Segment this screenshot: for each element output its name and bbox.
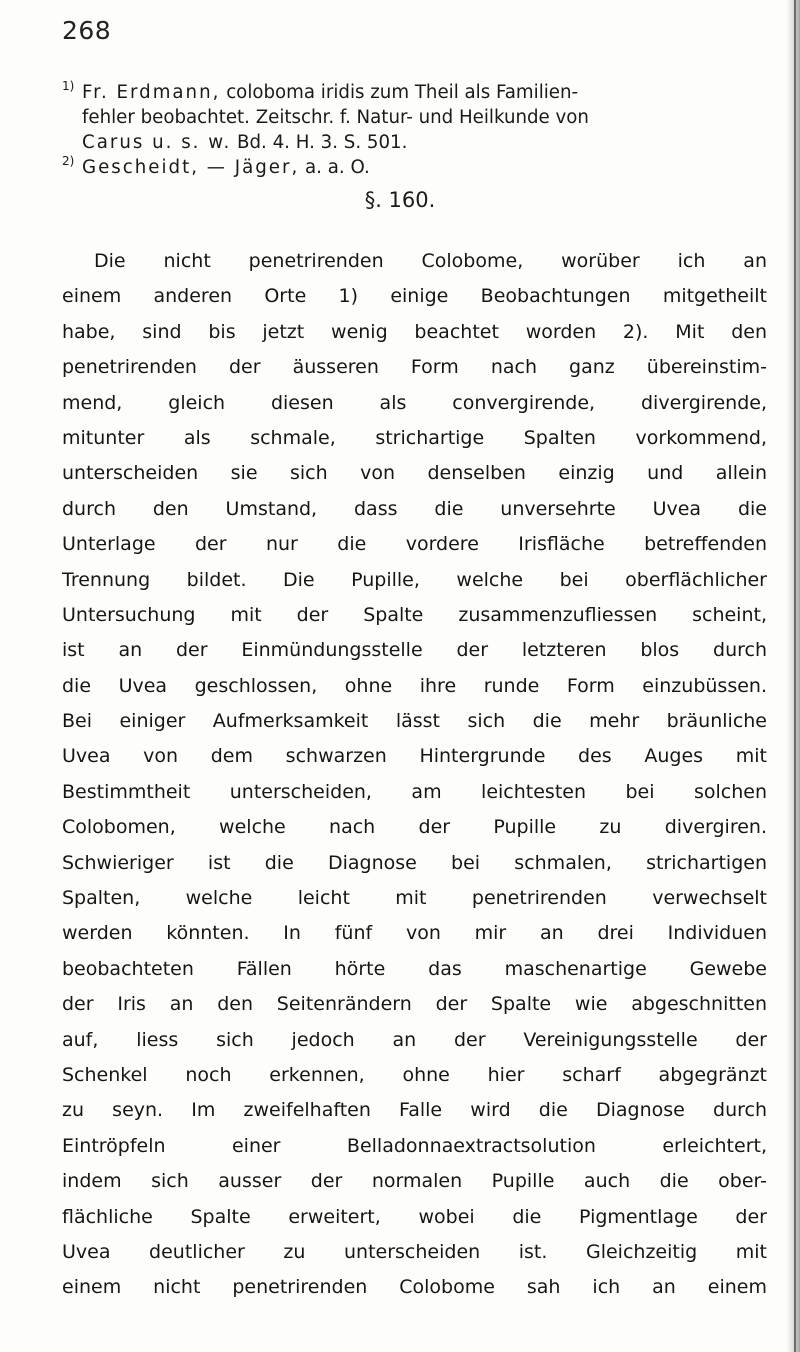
page-edge-shadow: [786, 0, 800, 1352]
text-line: ist an der Einmündungsstelle der letzteren blos durch: [62, 639, 767, 662]
footnote-text: a. a. O.: [299, 157, 370, 178]
text-line: Spalten, welche leicht mit penetrirenden verwechselt: [62, 887, 767, 910]
body-paragraph: [62, 244, 767, 1306]
text-line: einem nicht penetrirenden Colobome sah ich an einem: [62, 1276, 767, 1299]
text-line: beobachteten Fällen hörte das maschenartige Gewebe: [62, 957, 767, 980]
page-edge-line: [794, 0, 796, 1352]
text-line: penetrirenden der äusseren Form nach ganz übereinstim-: [62, 356, 767, 379]
text-line: auf, liess sich jedoch an der Vereinigungsstelle der: [62, 1028, 767, 1051]
text-line: Trennung bildet. Die Pupille, welche bei oberflächlicher: [62, 568, 767, 591]
text-line: durch den Umstand, dass die unversehrte Uvea die: [62, 497, 767, 520]
text-line: der Iris an den Seitenrändern der Spalte wie abgeschnitten: [62, 993, 767, 1016]
footnote-text: Bd. 4. H. 3. S. 501.: [231, 132, 408, 153]
footnote-1-line-3: [62, 130, 766, 155]
footnote-mark: 1): [62, 79, 75, 93]
text-line: zu seyn. Im zweifelhaften Falle wird die Diagnose durch: [62, 1099, 767, 1122]
text-line: Uvea deutlicher zu unterscheiden ist. Gleichzeitig mit: [62, 1240, 767, 1263]
text-line: Untersuchung mit der Spalte zusammenzufliessen scheint,: [62, 603, 767, 626]
footnote-author: Carus u. s. w.: [82, 132, 232, 153]
text-line: werden könnten. In fünf von mir an drei Individuen: [62, 922, 767, 945]
text-line: die Uvea geschlossen, ohne ihre runde Form einzubüssen.: [62, 674, 767, 697]
page-number: 268: [62, 16, 112, 45]
footnote-1-line-2: fehler beobachtet. Zeitschr. f. Natur- und Heilkunde von: [82, 107, 589, 128]
text-line: Die nicht penetrirenden Colobome, worüber ich an: [94, 250, 767, 272]
footnote-mark: 2): [62, 154, 75, 168]
text-line: unterscheiden sie sich von denselben einzig und allein: [62, 462, 767, 485]
footnote-2: [62, 155, 766, 180]
text-line: Uvea von dem schwarzen Hintergrunde des Auges mit: [62, 745, 767, 768]
text-line: Eintröpfeln einer Belladonnaextractsolution erleichtert,: [62, 1134, 767, 1157]
text-line: mend, gleich diesen als convergirende, divergirende,: [62, 391, 767, 414]
text-line: indem sich ausser der normalen Pupille auch die ober-: [62, 1170, 767, 1193]
text-line: Schwieriger ist die Diagnose bei schmalen, strichartigen: [62, 851, 767, 874]
footnote-author: Fr. Erdmann,: [82, 82, 221, 103]
text-line: einem anderen Orte 1) einige Beobachtungen mitgetheilt: [62, 285, 767, 308]
footnote-1: [62, 80, 766, 105]
text-line: Unterlage der nur die vordere Irisfläche betreffenden: [62, 533, 767, 556]
section-heading: §. 160.: [364, 188, 436, 212]
text-line: mitunter als schmale, strichartige Spalten vorkommend,: [62, 426, 767, 449]
footnote-text: coloboma iridis zum Theil als Familien-: [220, 82, 579, 103]
text-line: Schenkel noch erkennen, ohne hier scharf abgegränzt: [62, 1063, 767, 1086]
text-line: flächliche Spalte erweitert, wobei die Pigmentlage der: [62, 1205, 767, 1228]
footnotes: [62, 80, 766, 180]
text-line: Bei einiger Aufmerksamkeit lässt sich die mehr bräunliche: [62, 710, 767, 733]
text-line: Bestimmtheit unterscheiden, am leichtesten bei solchen: [62, 780, 767, 803]
footnote-author: Gescheidt, — Jäger,: [82, 157, 300, 178]
text-line: Colobomen, welche nach der Pupille zu divergiren.: [62, 816, 767, 839]
text-line: habe, sind bis jetzt wenig beachtet worden 2). Mit den: [62, 320, 767, 343]
